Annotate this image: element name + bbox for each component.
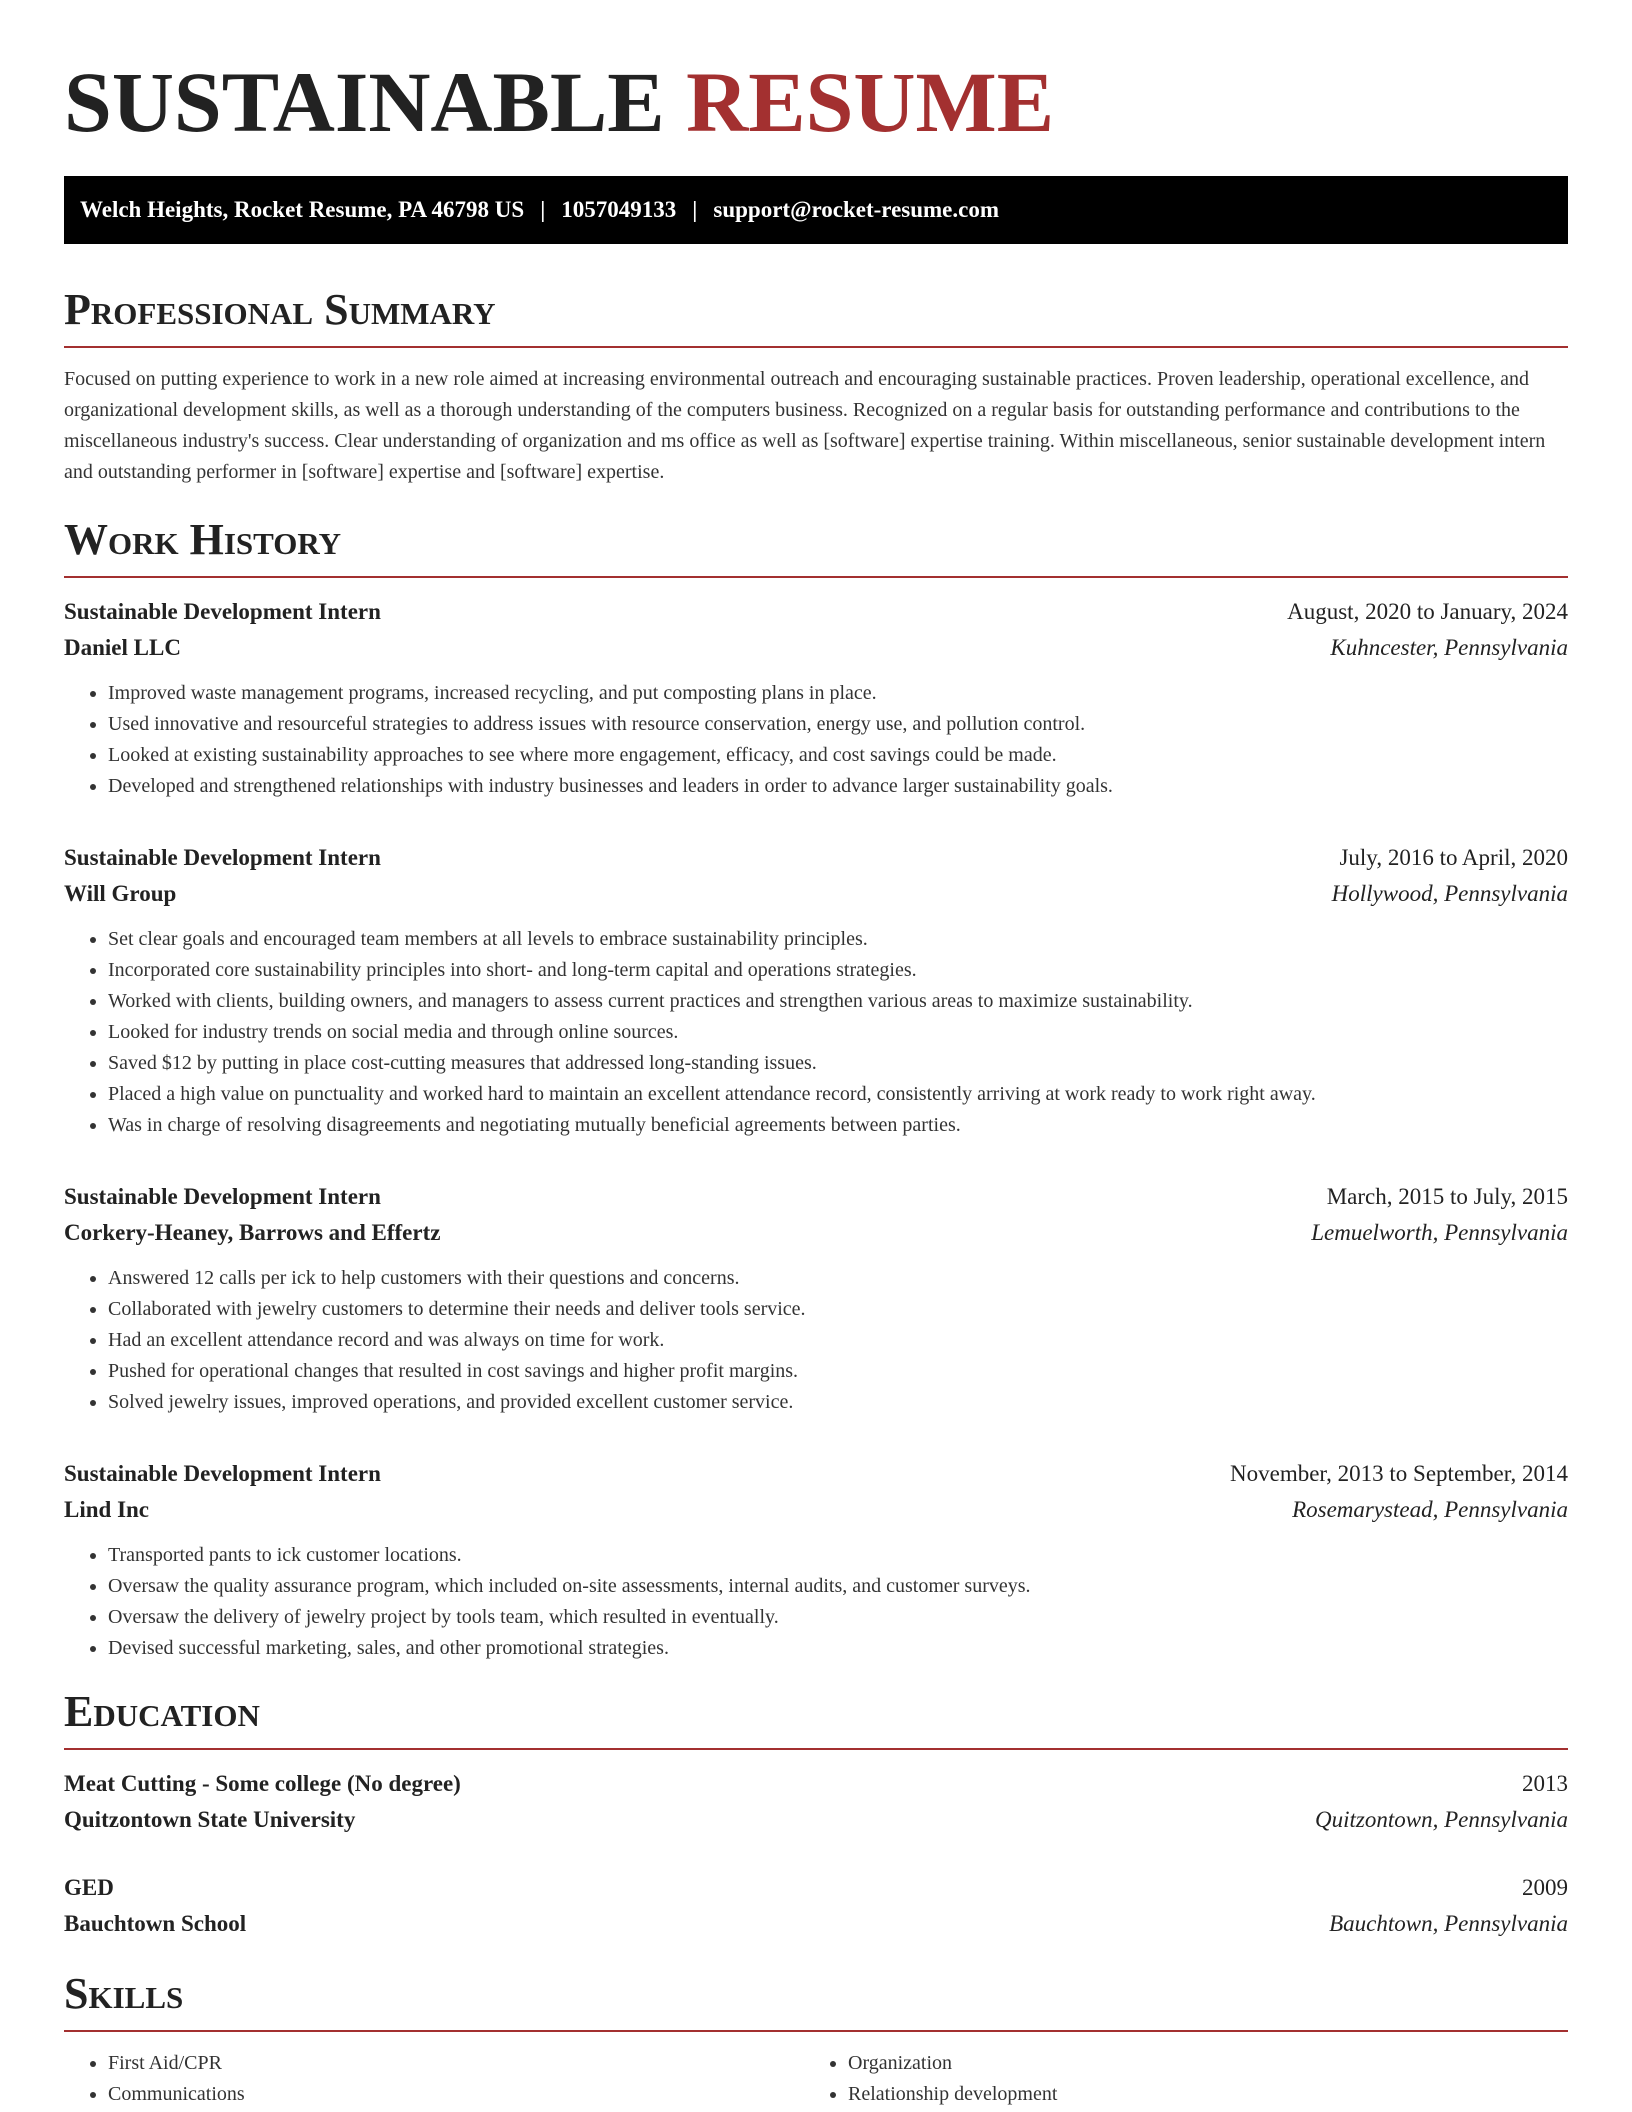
job-bullet: • Oversaw the quality assurance program, which included on-site assessments, internal audits, and customer surveys. <box>108 1571 1568 1602</box>
skill-item: • Relationship development <box>848 2079 1544 2110</box>
job-location: Rosemarystead, Pennsylvania <box>1292 1497 1568 1522</box>
job-bullets <box>64 1540 1568 1664</box>
job-bullets <box>64 1263 1568 1418</box>
section-divider <box>64 576 1568 578</box>
summary-text: Focused on putting experience to work in a new role aimed at increasing environmental outreach and encouraging sustainable practices. Proven leadership, operational excellence, and organizational development skills, as well as a thorough understanding of the computers business. Recognized on a regular basis for outstanding performance and contributions to the miscellaneous industry's success. Clear understanding of organization and ms office as well as [software] expertise training. Within miscellaneous, senior sustainable development intern and outstanding performer in [software] expertise and [software] expertise. <box>64 368 1546 483</box>
job-entry <box>64 840 1568 1141</box>
skills-grid <box>64 2048 1568 2110</box>
contact-address: Welch Heights, Rocket Resume, PA 46798 US <box>80 197 525 222</box>
education-school: Bauchtown School <box>64 1911 247 1936</box>
education-school: Quitzontown State University <box>64 1807 356 1832</box>
job-bullet: • Pushed for operational changes that resulted in cost savings and higher profit margins. <box>108 1356 1568 1387</box>
education-degree: GED <box>64 1875 114 1900</box>
job-dates: July, 2016 to April, 2020 <box>1339 845 1568 870</box>
job-title: Sustainable Development Intern <box>64 845 381 870</box>
job-bullet: • Devised successful marketing, sales, and other promotional strategies. <box>108 1633 1568 1664</box>
section-heading-work-history: Work History <box>64 515 342 564</box>
job-bullet: • Transported pants to ick customer locations. <box>108 1540 1568 1571</box>
education-year: 2009 <box>1522 1875 1568 1900</box>
job-bullet: • Placed a high value on punctuality and worked hard to maintain an excellent attendance record, consistently arriving at work ready to work right away. <box>108 1079 1568 1110</box>
skills-column-right <box>804 2048 1544 2110</box>
job-location: Kuhncester, Pennsylvania <box>1330 635 1568 660</box>
section-heading-education: Education <box>64 1687 260 1736</box>
job-bullet: • Was in charge of resolving disagreements and negotiating mutually beneficial agreements between parties. <box>108 1110 1568 1141</box>
job-bullets <box>64 678 1568 802</box>
title-part-1: SUSTAINABLE <box>64 54 665 150</box>
job-location: Hollywood, Pennsylvania <box>1331 881 1568 906</box>
job-bullet: • Used innovative and resourceful strategies to address issues with resource conservation, energy use, and pollution control. <box>108 709 1568 740</box>
job-entry <box>64 1179 1568 1418</box>
job-bullet: • Answered 12 calls per ick to help customers with their questions and concerns. <box>108 1263 1568 1294</box>
section-divider <box>64 1748 1568 1750</box>
education-entry <box>64 1870 1568 1942</box>
contact-separator: | <box>540 197 546 222</box>
education-degree: Meat Cutting - Some college (No degree) <box>64 1771 461 1796</box>
job-entry <box>64 1456 1568 1664</box>
job-dates: August, 2020 to January, 2024 <box>1287 599 1568 624</box>
job-bullet: • Improved waste management programs, increased recycling, and put composting plans in place. <box>108 678 1568 709</box>
skills-column-left <box>64 2048 804 2110</box>
job-bullet: • Set clear goals and encouraged team members at all levels to embrace sustainability principles. <box>108 924 1568 955</box>
job-dates: March, 2015 to July, 2015 <box>1326 1184 1568 1209</box>
skill-item: • Organization <box>848 2048 1544 2079</box>
job-dates: November, 2013 to September, 2014 <box>1230 1461 1568 1486</box>
title-part-2: RESUME <box>686 54 1055 150</box>
job-company: Corkery-Heaney, Barrows and Effertz <box>64 1220 441 1245</box>
job-bullet: • Saved $12 by putting in place cost-cutting measures that addressed long-standing issues. <box>108 1048 1568 1079</box>
job-bullet: • Solved jewelry issues, improved operations, and provided excellent customer service. <box>108 1387 1568 1418</box>
job-bullet: • Collaborated with jewelry customers to determine their needs and deliver tools service. <box>108 1294 1568 1325</box>
job-title: Sustainable Development Intern <box>64 599 381 624</box>
summary-section <box>64 284 1568 488</box>
job-entry <box>64 594 1568 802</box>
job-bullet: • Looked at existing sustainability approaches to see where more engagement, efficacy, and cost savings could be made. <box>108 740 1568 771</box>
skills-section <box>64 1968 1568 2110</box>
education-location: Bauchtown, Pennsylvania <box>1329 1911 1568 1936</box>
education-location: Quitzontown, Pennsylvania <box>1315 1807 1568 1832</box>
section-heading-skills: Skills <box>64 1969 184 2018</box>
job-company: Will Group <box>64 881 177 906</box>
resume-title <box>64 52 1568 152</box>
job-company: Daniel LLC <box>64 635 181 660</box>
contact-separator: | <box>692 197 698 222</box>
contact-email: support@rocket-resume.com <box>713 197 1000 222</box>
education-entry <box>64 1766 1568 1838</box>
job-title: Sustainable Development Intern <box>64 1461 381 1486</box>
skill-item: • Communications <box>108 2079 804 2110</box>
job-bullet: • Looked for industry trends on social media and through online sources. <box>108 1017 1568 1048</box>
job-bullet: • Developed and strengthened relationships with industry businesses and leaders in order to advance larger sustainability goals. <box>108 771 1568 802</box>
job-location: Lemuelworth, Pennsylvania <box>1311 1220 1568 1245</box>
section-divider <box>64 2030 1568 2032</box>
job-bullet: • Had an excellent attendance record and was always on time for work. <box>108 1325 1568 1356</box>
skill-item: • First Aid/CPR <box>108 2048 804 2079</box>
section-heading-summary: Professional Summary <box>64 285 496 334</box>
job-bullet: • Incorporated core sustainability principles into short- and long-term capital and operations strategies. <box>108 955 1568 986</box>
section-divider <box>64 346 1568 348</box>
job-bullets <box>64 924 1568 1141</box>
job-title: Sustainable Development Intern <box>64 1184 381 1209</box>
job-bullet: • Oversaw the delivery of jewelry project by tools team, which resulted in eventually. <box>108 1602 1568 1633</box>
education-year: 2013 <box>1522 1771 1568 1796</box>
education-section <box>64 1686 1568 1942</box>
job-bullet: • Worked with clients, building owners, and managers to assess current practices and strengthen various areas to maximize sustainability. <box>108 986 1568 1017</box>
job-company: Lind Inc <box>64 1497 150 1522</box>
contact-phone: 1057049133 <box>561 197 677 222</box>
work-history-section <box>64 514 1568 1664</box>
contact-bar <box>64 176 1568 244</box>
